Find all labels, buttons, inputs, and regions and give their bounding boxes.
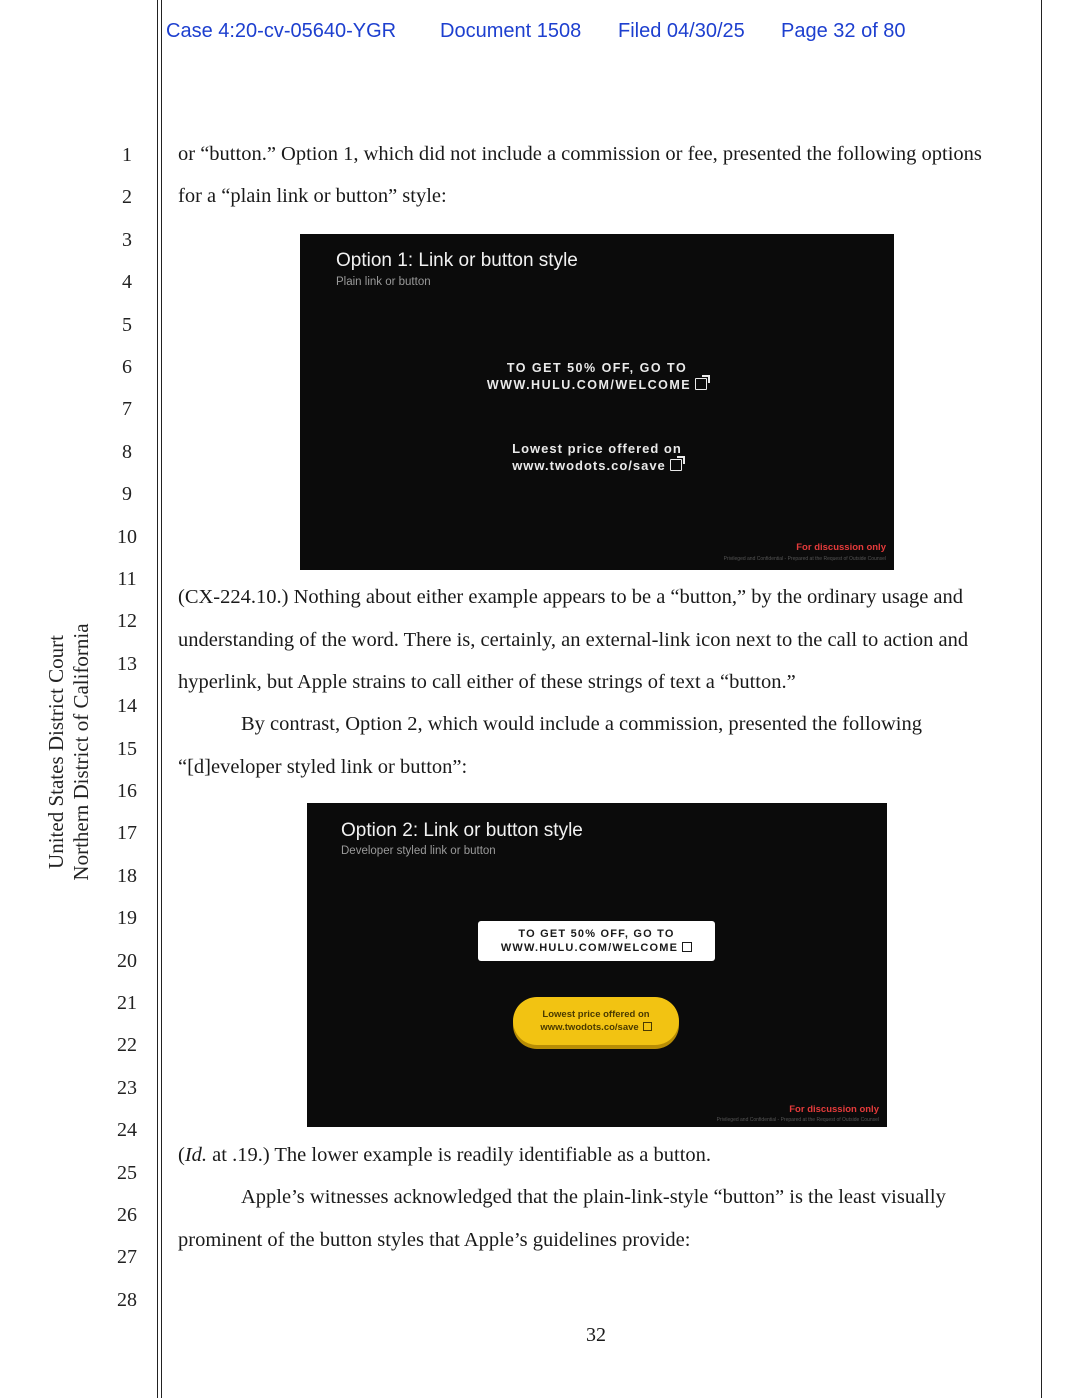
- external-link-icon: [670, 459, 682, 471]
- line-number: 23: [117, 1077, 137, 1099]
- line-number: 6: [122, 356, 132, 378]
- line-number: 19: [117, 907, 137, 929]
- citation-open: (: [178, 1144, 185, 1166]
- page-indicator: Page 32 of 80: [781, 20, 906, 42]
- figure1-cta-hulu: [300, 360, 894, 394]
- margin-rule-right: [1041, 0, 1042, 1398]
- line-number: 18: [117, 865, 137, 887]
- figure2-title: Option 2: Link or button style: [341, 820, 583, 841]
- figure1-cta-hulu-line2: WWW.HULU.COM/WELCOME: [486, 378, 692, 392]
- figure-option-1: [300, 234, 894, 570]
- line-number: 22: [117, 1034, 137, 1056]
- line-number: 28: [117, 1289, 137, 1311]
- line-number: 7: [122, 398, 132, 420]
- line-number: 17: [117, 822, 137, 844]
- figure1-cta-hulu-line1: TO GET 50% OFF, GO TO: [506, 361, 688, 375]
- line-number: 21: [117, 992, 137, 1014]
- body-line-12: understanding of the word. There is, certainly, an external-link icon next to the call to action and: [178, 629, 969, 651]
- figure1-subtitle: Plain link or button: [336, 276, 431, 288]
- page-number: 32: [586, 1324, 606, 1346]
- figure1-cta-twodots-line1: Lowest price offered on: [512, 441, 682, 456]
- body-line-26: Apple’s witnesses acknowledged that the plain-link-style “button” is the least visually: [241, 1186, 946, 1208]
- figure2-white-button: [478, 921, 715, 961]
- court-name-line1: United States District Court: [44, 635, 68, 869]
- figure1-fine-print: Privileged and Confidential - Prepared at the Request of Outside Counsel: [723, 556, 886, 562]
- body-line-1: or “button.” Option 1, which did not include a commission or fee, presented the following options: [178, 143, 982, 165]
- line-number: 12: [117, 610, 137, 632]
- line-number: 8: [122, 441, 132, 463]
- margin-rule-left-1: [157, 0, 158, 1398]
- figure2-yellow-button-line2: www.twodots.co/save: [540, 1022, 639, 1033]
- figure2-yellow-button-line1: Lowest price offered on: [542, 1009, 650, 1020]
- citation-id: Id.: [184, 1144, 208, 1166]
- body-line-15: “[d]eveloper styled link or button”:: [178, 756, 468, 778]
- line-number: 26: [117, 1204, 137, 1226]
- line-number: 27: [117, 1246, 137, 1268]
- line-number: 9: [122, 483, 132, 505]
- line-number: 5: [122, 314, 132, 336]
- line-number: 15: [117, 738, 137, 760]
- line-number: 2: [122, 186, 132, 208]
- external-link-icon: [682, 942, 692, 952]
- citation-rest: at .19.) The lower example is readily identifiable as a button.: [207, 1144, 712, 1166]
- figure2-subtitle: Developer styled link or button: [341, 845, 496, 857]
- case-number: Case 4:20-cv-05640-YGR: [166, 20, 397, 42]
- figure1-title: Option 1: Link or button style: [336, 250, 578, 271]
- figure2-discussion-label: For discussion only: [789, 1104, 879, 1115]
- body-line-2: for a “plain link or button” style:: [178, 185, 447, 207]
- body-line-13: hyperlink, but Apple strains to call either of these strings of text a “button.”: [178, 671, 796, 693]
- document-number: Document 1508: [440, 20, 582, 42]
- margin-rule-left-2: [161, 0, 162, 1398]
- line-number: 24: [117, 1119, 137, 1141]
- line-number: 25: [117, 1162, 137, 1184]
- line-number: 14: [117, 695, 137, 717]
- external-link-icon: [643, 1022, 652, 1031]
- court-name-sidebar: [44, 602, 96, 902]
- figure-option-2: [307, 803, 887, 1127]
- line-number: 4: [122, 271, 132, 293]
- figure2-white-button-line2: WWW.HULU.COM/WELCOME: [500, 942, 679, 954]
- figure2-yellow-button: [513, 997, 679, 1045]
- filed-date: Filed 04/30/25: [618, 20, 745, 42]
- line-number: 10: [117, 526, 137, 548]
- body-line-27: prominent of the button styles that Apple’s guidelines provide:: [178, 1229, 691, 1251]
- external-link-icon: [695, 378, 707, 390]
- figure1-cta-twodots: [300, 440, 894, 474]
- body-line-14: By contrast, Option 2, which would include a commission, presented the following: [241, 713, 922, 735]
- body-line-11: (CX-224.10.) Nothing about either example appears to be a “button,” by the ordinary usage and: [178, 586, 964, 608]
- court-name-line2: Northern District of California: [69, 623, 93, 881]
- body-line-25: [178, 1142, 711, 1168]
- line-number: 16: [117, 780, 137, 802]
- figure1-cta-twodots-line2: www.twodots.co/save: [512, 458, 666, 473]
- line-number: 3: [122, 229, 132, 251]
- figure2-white-button-line1: TO GET 50% OFF, GO TO: [518, 928, 675, 940]
- line-number: 11: [117, 568, 137, 590]
- figure1-discussion-label: For discussion only: [796, 542, 886, 553]
- figure2-fine-print: Privileged and Confidential - Prepared at the Request of Outside Counsel: [716, 1117, 879, 1123]
- line-number: 1: [122, 144, 132, 166]
- line-number: 20: [117, 950, 137, 972]
- line-number: 13: [117, 653, 137, 675]
